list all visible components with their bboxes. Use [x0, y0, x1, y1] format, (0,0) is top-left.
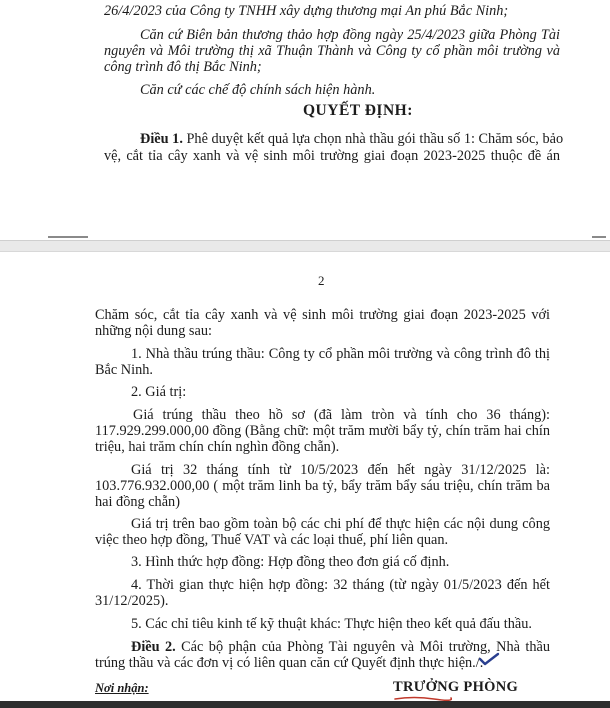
text-line: Căn cứ Biên bản thương thảo hợp đồng ngày 25/4/2023 giữa Phòng Tài	[140, 27, 560, 43]
text-line: 103.776.932.000,00 ( một trăm linh ba tỷ, bẩy trăm bẩy sáu triệu, chín trăm ba	[95, 478, 550, 494]
viewer-bottom-bar	[0, 701, 610, 708]
text-line: 31/12/2025).	[95, 593, 169, 609]
text-line: công trình đô thị Bắc Ninh;	[104, 59, 262, 75]
text-line: vệ, cắt tỉa cây xanh và vệ sinh môi trường giai đoạn 2023-2025 thuộc đề án	[104, 148, 560, 164]
text-line: việc theo hợp đồng, Thuế VAT và các loại thuế, phí liên quan.	[95, 532, 449, 548]
text-line: Giá trị 32 tháng tính từ 10/5/2023 đến hết ngày 31/12/2025 là:	[131, 462, 550, 478]
text-line: Chăm sóc, cắt tỉa cây xanh và vệ sinh môi trường giai đoạn 2023-2025 với	[95, 307, 550, 323]
article-2-label: Điều 2.	[131, 639, 176, 655]
document-page-2	[0, 252, 610, 702]
text-line: hai đồng chẵn)	[95, 494, 180, 510]
decision-heading: QUYẾT ĐỊNH:	[303, 102, 413, 119]
signer-title: TRƯỞNG PHÒNG	[393, 679, 519, 695]
text-line: 26/4/2023 của Công ty TNHH xây dựng thương mại An phú Bắc Ninh;	[104, 3, 509, 19]
scan-edge-mark	[592, 236, 606, 238]
text-line: triệu, hai trăm chín chín nghìn đồng chẵn).	[95, 439, 340, 455]
checkmark-icon	[478, 652, 500, 666]
article-1-label: Điều 1.	[140, 131, 183, 147]
text-line: Giá trúng thầu theo hồ sơ (đã làm tròn và tính cho 36 tháng):	[133, 407, 550, 423]
text-line: 3. Hình thức hợp đồng: Hợp đồng theo đơn giá cố định.	[131, 554, 450, 570]
text-line: những nội dung sau:	[95, 323, 212, 339]
text-line: Căn cứ các chế độ chính sách hiện hành.	[140, 82, 376, 98]
text-line: Bắc Ninh.	[95, 362, 153, 378]
document-page-1	[0, 0, 610, 240]
page-separator	[0, 240, 610, 252]
text-line: 4. Thời gian thực hiện hợp đồng: 32 tháng (từ ngày 01/5/2023 đến hết	[131, 577, 550, 593]
text-line: 5. Các chỉ tiêu kinh tế kỹ thuật khác: Thực hiện theo kết quả đấu thầu.	[131, 616, 532, 632]
page-number: 2	[318, 273, 325, 288]
scan-edge-mark	[48, 236, 88, 238]
text-line: Giá trị trên bao gồm toàn bộ các chi phí để thực hiện các nội dung công	[131, 516, 550, 532]
article-1-line	[140, 131, 564, 147]
text-line: 1. Nhà thầu trúng thầu: Công ty cổ phần môi trường và công trình đô thị	[131, 346, 550, 362]
recipients-label: Nơi nhận:	[95, 681, 149, 695]
text-line: 2. Giá trị:	[131, 384, 187, 400]
text-line: 117.929.299.000,00 đồng (Bằng chữ: một trăm mười bẩy tỷ, chín trăm hai chín	[95, 423, 550, 439]
article-1-text: Phê duyệt kết quả lựa chọn nhà thầu gói thầu số 1: Chăm sóc, bảo	[182, 131, 564, 147]
text-line: trúng thầu và các đơn vị có liên quan căn cứ Quyết định thực hiện./.	[95, 655, 484, 671]
article-2-text: Các bộ phận của Phòng Tài nguyên và Môi trường, Nhà thầu	[175, 639, 550, 655]
text-line: nguyên và Môi trường thị xã Thuận Thành và Công ty cổ phần môi trường và	[104, 43, 560, 59]
